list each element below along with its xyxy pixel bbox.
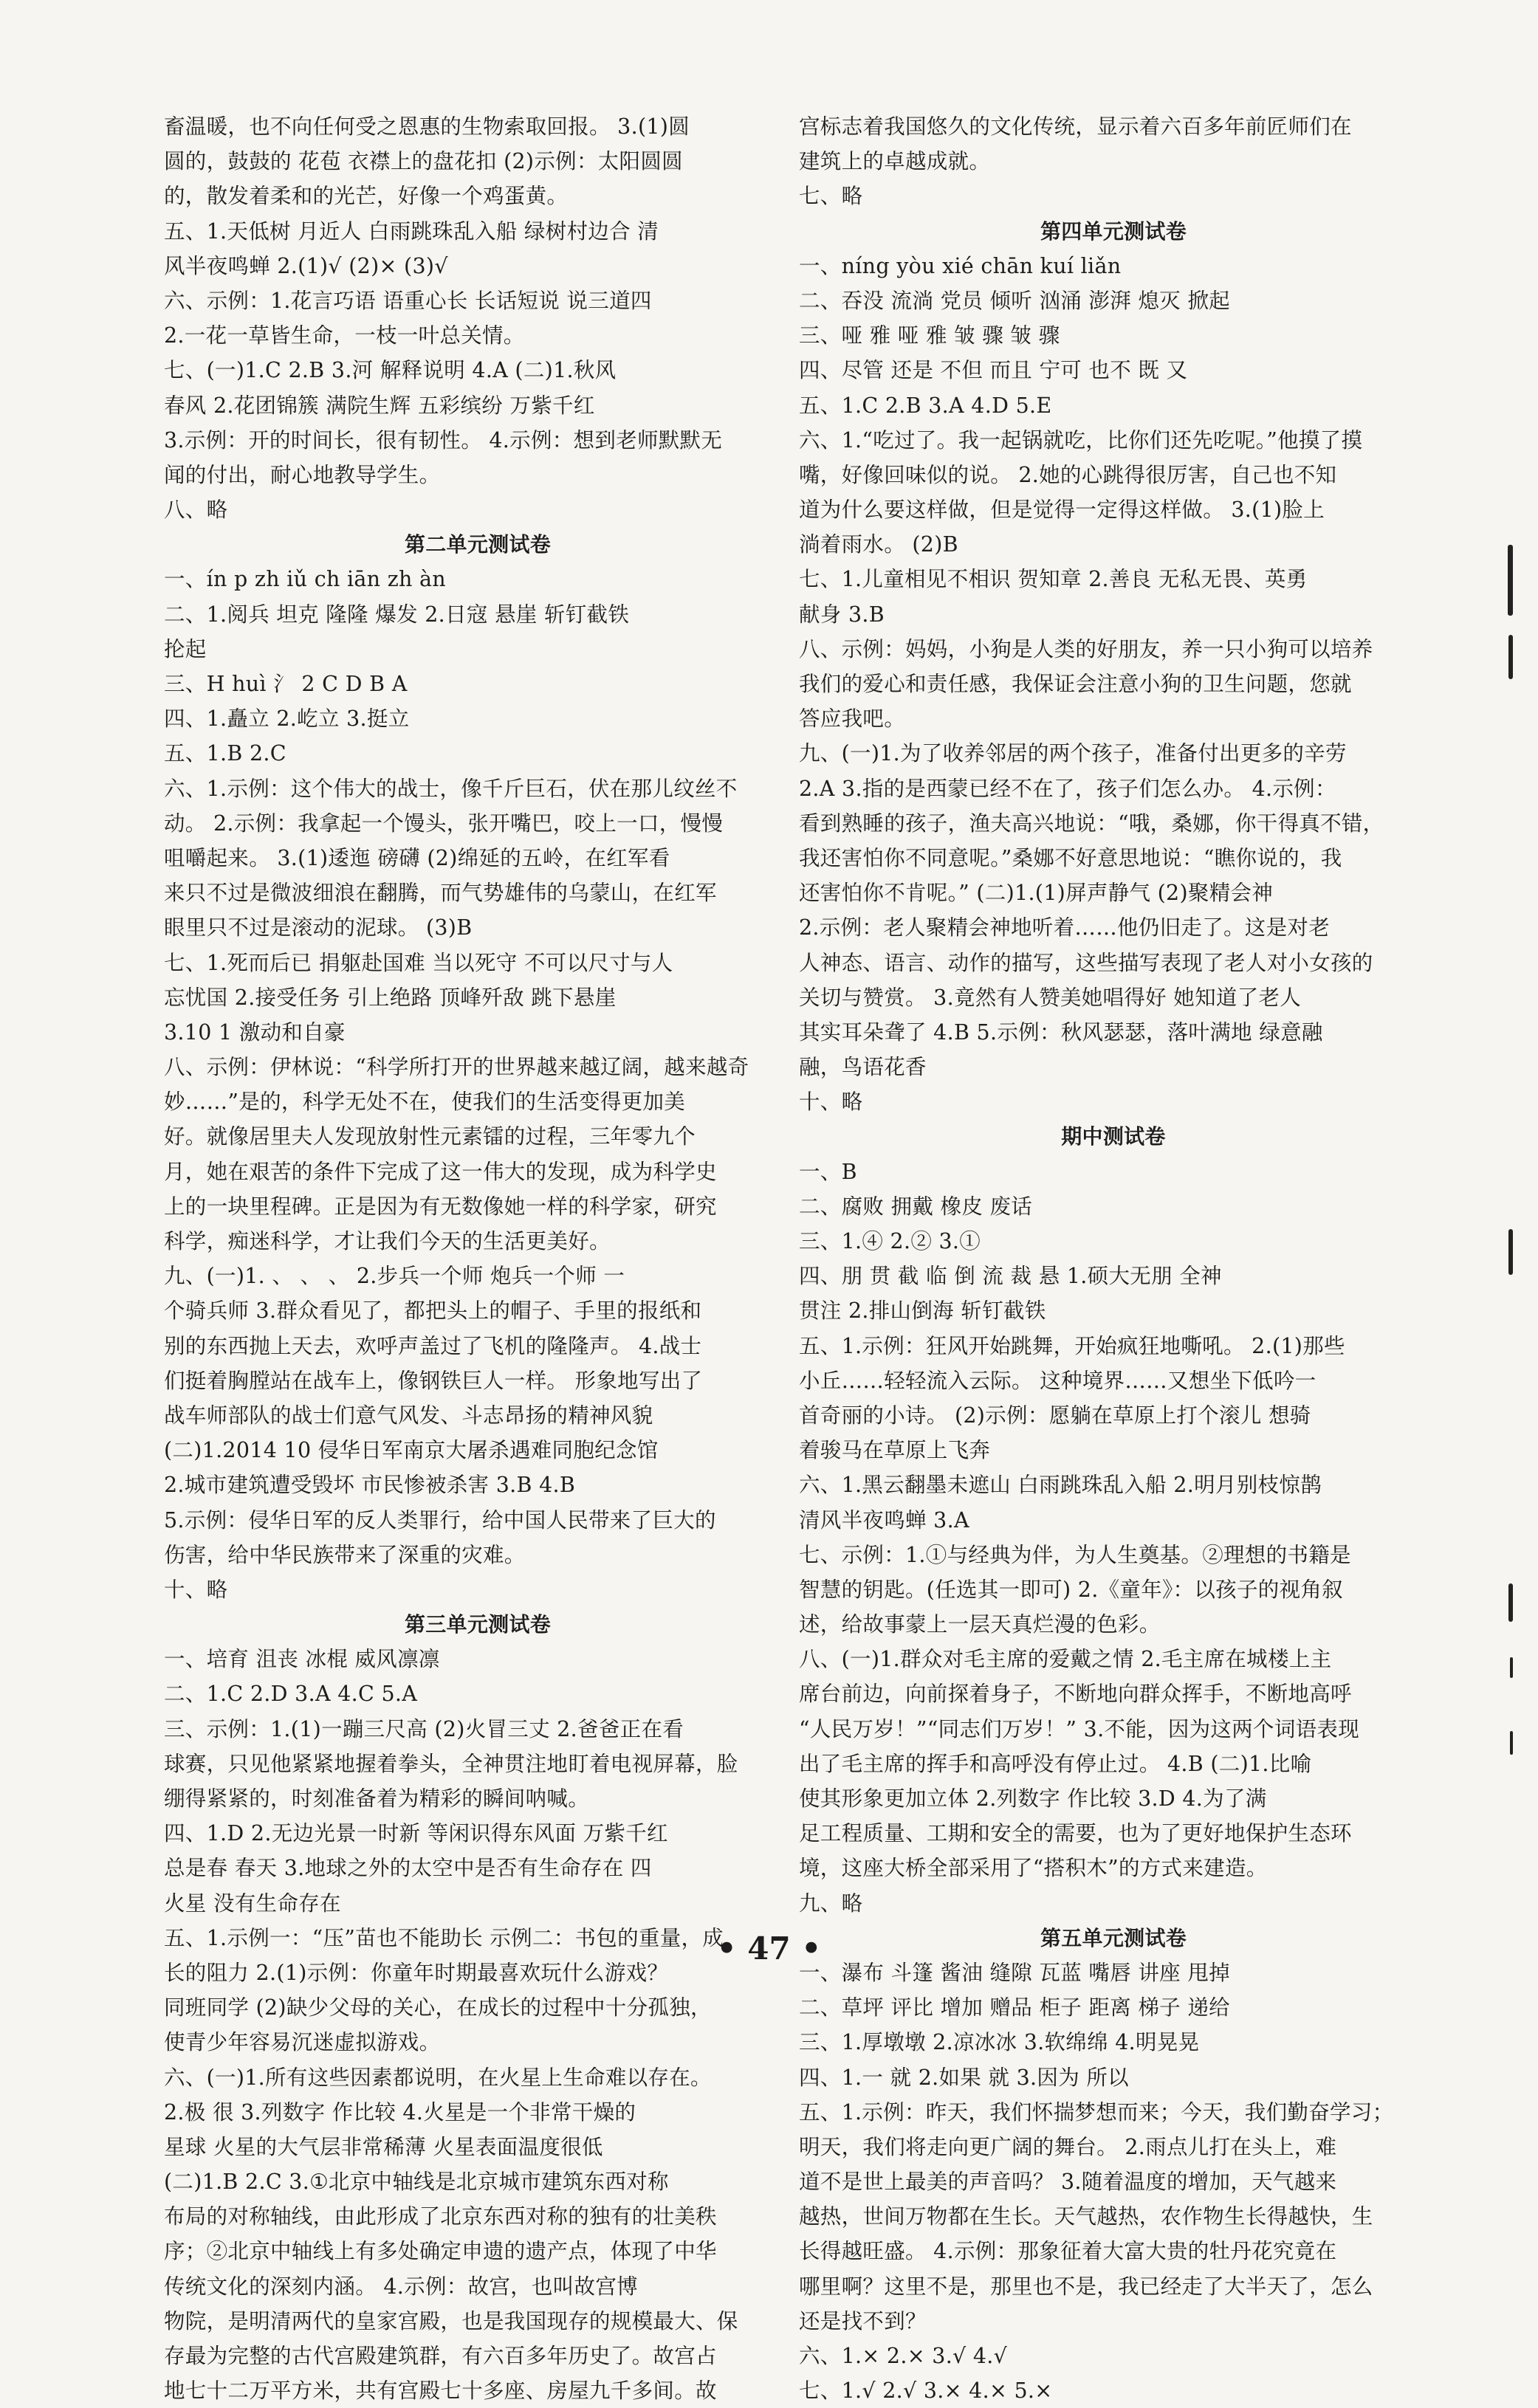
answer-line: 球赛，只见他紧紧地握着拳头，全神贯注地盯着电视屏幕，脸 [164,1751,738,1776]
answer-line: 智慧的钥匙。(任选其一即可) 2.《童年》：以孩子的视角叙 [799,1577,1343,1602]
answer-line: 畜温暖，也不向任何受之恩惠的生物索取回报。 3.(1)圆 [164,114,690,139]
answer-line: 闻的付出，耐心地教导学生。 [164,462,441,487]
answer-line: “人民万岁！”“同志们万岁！” 3.不能，因为这两个词语表现 [799,1716,1360,1741]
answer-line: 来只不过是微波细浪在翻腾，而气势雄伟的乌蒙山，在红军 [164,881,717,906]
answer-line: 八、示例：妈妈，小狗是人类的好朋友，养一只小狗可以培养 [799,636,1373,661]
answer-line: 五、1.B 2.C [164,741,286,766]
answer-line: 3.示例：开的时间长，很有韧性。 4.示例：想到老师默默无 [164,427,723,453]
answer-line: 淌着雨水。 (2)B [799,532,958,557]
answer-line: 九、(一)1.为了收养邻居的两个孩子，准备付出更多的辛劳 [799,741,1347,766]
answer-line: 战车师部队的战士们意气风发、斗志昂扬的精神风貌 [164,1403,653,1428]
answer-line: 使青少年容易沉迷虚拟游戏。 [164,2030,441,2055]
answer-line: 火星 没有生命存在 [164,1891,341,1916]
answer-line: 清风半夜鸣蝉 3.A [799,1507,969,1532]
answer-line: 七、1.√ 2.√ 3.× 4.× 5.× [799,2378,1053,2404]
answer-line: 二、草坪 评比 增加 赠品 柜子 距离 梯子 递给 [799,1995,1230,2020]
answer-line: 总是春 春天 3.地球之外的太空中是否有生命存在 四 [164,1856,652,1881]
answer-line: 风半夜鸣蝉 2.(1)√ (2)× (3)√ [164,253,448,278]
answer-line: 足工程质量、工期和安全的需要，也为了更好地保护生态环 [799,1821,1352,1846]
answer-line: 九、(一)1. 、 、 、 2.步兵一个师 炮兵一个师 一 [164,1264,625,1289]
answer-line: 十、略 [164,1577,228,1602]
answer-line: 八、(一)1.群众对毛主席的爱戴之情 2.毛主席在城楼上主 [799,1647,1332,1672]
answer-line: 月，她在艰苦的条件下完成了这一伟大的发现，成为科学史 [164,1159,717,1184]
answer-line: 七、示例：1.①与经典为伴，为人生奠基。②理想的书籍是 [799,1542,1351,1567]
answer-line: 存最为完整的古代宫殿建筑群，有六百多年历史了。故宫占 [164,2344,717,2368]
answer-line: 二、腐败 拥戴 橡皮 废话 [799,1194,1033,1219]
answer-line: 2.极 很 3.列数字 作比较 4.火星是一个非常干燥的 [164,2099,636,2125]
answer-line: 传统文化的深刻内涵。 4.示例：故宫，也叫故宫博 [164,2274,638,2299]
section-heading: 第四单元测试卷 [1040,219,1187,244]
answer-line: 融，鸟语花香 [799,1055,927,1080]
answer-line: 七、(一)1.C 2.B 3.河 解释说明 4.A (二)1.秋风 [164,358,617,383]
scan-mark [1510,1657,1513,1678]
answer-line: 七、略 [799,184,863,209]
section-heading: 第二单元测试卷 [404,532,552,557]
scan-mark [1508,1229,1513,1275]
answer-line: 五、1.示例一：“压”苗也不能助长 示例二：书包的重量，成 [164,1925,724,1950]
answer-line: 一、níng yòu xié chān kuí liǎn [799,253,1122,278]
answer-line: 小丘……轻轻流入云际。 这种境界……又想坐下低吟一 [799,1368,1316,1393]
answer-line: 宫标志着我国悠久的文化传统，显示着六百多年前匠师们在 [799,114,1352,139]
answer-line: 科学，痴迷科学，才让我们今天的生活更美好。 [164,1229,611,1253]
answer-line: 2.一花一草皆生命，一枝一叶总关情。 [164,323,525,348]
answer-line: 好。就像居里夫人发现放射性元素镭的过程，三年零九个 [164,1124,696,1149]
answer-line: 六、示例：1.花言巧语 语重心长 长话短说 说三道四 [164,288,652,313]
answer-line: 明天，我们将走向更广阔的舞台。 2.雨点儿打在头上，难 [799,2134,1337,2159]
answer-line: 答应我吧。 [799,706,906,732]
answer-line: 越热，世间万物都在生长。天气越热，农作物生长得越快，生 [799,2204,1373,2229]
answer-line: 四、1.一 就 2.如果 就 3.因为 所以 [799,2065,1129,2090]
answer-line: 哪里啊？这里不是，那里也不是，我已经走了大半天了，怎么 [799,2274,1373,2299]
answer-line: 个骑兵师 3.群众看见了，都把头上的帽子、手里的报纸和 [164,1298,702,1324]
answer-line: 动。 2.示例：我拿起一个馒头，张开嘴巴，咬上一口，慢慢 [164,811,724,836]
answer-line: 献身 3.B [799,602,885,627]
page-number: • 47 • [716,1930,822,1967]
answer-line: 建筑上的卓越成就。 [799,149,991,174]
answer-line: 首奇丽的小诗。 (2)示例：愿躺在草原上打个滚儿 想骑 [799,1403,1311,1428]
answer-line: 三、哑 雅 哑 雅 皱 骤 皱 骤 [799,323,1060,348]
answer-line: 2.城市建筑遭受毁坏 市民惨被杀害 3.B 4.B [164,1473,576,1498]
answer-line: 贯注 2.排山倒海 斩钉截铁 [799,1298,1046,1324]
right-column [799,109,1428,2408]
answer-line: 3.10 1 激动和自豪 [164,1019,346,1045]
answer-line: (二)1.B 2.C 3.①北京中轴线是北京城市建筑东西对称 [164,2170,669,2195]
answer-line: 忘忧国 2.接受任务 引上绝路 顶峰歼敌 跳下悬崖 [164,985,617,1010]
answer-line: 伤害，给中华民族带来了深重的灾难。 [164,1542,526,1567]
answer-line: 一、B [799,1159,857,1184]
answer-line: 道为什么要这样做，但是觉得一定得这样做。 3.(1)脸上 [799,498,1325,523]
answer-line: 二、1.阅兵 坦克 隆隆 爆发 2.日寇 悬崖 斩钉截铁 [164,602,630,627]
answer-line: 物院，是明清两代的皇家宫殿，也是我国现存的规模最大、保 [164,2308,738,2333]
answer-line: 四、尽管 还是 不但 而且 宁可 也不 既 又 [799,358,1188,383]
answer-line: 其实耳朵聋了 4.B 5.示例：秋风瑟瑟，落叶满地 绿意融 [799,1019,1323,1045]
answer-line: 三、1.厚墩墩 2.凉冰冰 3.软绵绵 4.明晃晃 [799,2030,1200,2055]
answer-line: 六、1.× 2.× 3.√ 4.√ [799,2344,1008,2368]
answer-line: 同班同学 (2)缺少父母的关心，在成长的过程中十分孤独， [164,1995,712,2020]
answer-line: 地七十二万平方米，共有宫殿七十多座、房屋九千多间。故 [164,2378,717,2404]
answer-line: 四、1.矗立 2.屹立 3.挺立 [164,706,410,732]
answer-line: 六、1.示例：这个伟大的战士，像千斤巨石，伏在那儿纹丝不 [164,776,738,801]
answer-line: 圆的，鼓鼓的 花苞 衣襟上的盘花扣 (2)示例：太阳圆圆 [164,149,683,174]
answer-line: 还是找不到？ [799,2308,927,2333]
answer-line: 五、1.示例：昨天，我们怀揣梦想而来；今天，我们勤奋学习； [799,2099,1394,2125]
answer-line: 星球 火星的大气层非常稀薄 火星表面温度很低 [164,2134,603,2159]
answer-line: 着骏马在草原上飞奔 [799,1438,991,1463]
answer-line: 看到熟睡的孩子，渔夫高兴地说：“哦，桑娜，你干得真不错， [799,811,1384,836]
section-heading: 第五单元测试卷 [1040,1925,1187,1950]
scan-mark [1508,1583,1513,1622]
answer-line: 八、示例：伊林说：“科学所打开的世界越来越辽阔，越来越奇 [164,1055,749,1080]
answer-line: 春风 2.花团锦簇 满院生辉 五彩缤纷 万紫千红 [164,393,595,418]
answer-line: 嘴，好像回味似的说。 2.她的心跳得很厉害，自己也不知 [799,462,1337,487]
answer-line: 六、(一)1.所有这些因素都说明，在火星上生命难以存在。 [164,2065,712,2090]
answer-line: 还害怕你不肯呢。” (二)1.(1)屏声静气 (2)聚精会神 [799,881,1274,906]
answer-line: 绷得紧紧的，时刻准备着为精彩的瞬间呐喊。 [164,1786,590,1811]
answer-line: 5.示例：侵华日军的反人类罪行，给中国人民带来了巨大的 [164,1507,716,1532]
answer-line: 使其形象更加立体 2.列数字 作比较 3.D 4.为了满 [799,1786,1267,1811]
answer-line: 别的东西抛上天去，欢呼声盖过了飞机的隆隆声。 4.战士 [164,1333,702,1358]
answer-line: 五、1.天低树 月近人 白雨跳珠乱入船 绿树村边合 清 [164,219,659,244]
answer-line: 三、H huì 氵 2 C D B A [164,672,408,696]
answer-line: 席台前边，向前探着身子，不断地向群众挥手，不断地高呼 [799,1682,1352,1707]
answer-line: 人神态、语言、动作的描写，这些描写表现了老人对小女孩的 [799,950,1373,975]
answer-line: 五、1.示例：狂风开始跳舞，开始疯狂地嘶吼。 2.(1)那些 [799,1333,1345,1358]
answer-line: 六、1.黑云翻墨未遮山 白雨跳珠乱入船 2.明月别枝惊鹊 [799,1473,1322,1498]
section-heading: 第三单元测试卷 [404,1612,552,1637]
answer-line: 序；②北京中轴线上有多处确定申遗的遗产点，体现了中华 [164,2239,717,2264]
answer-line: 2.A 3.指的是西蒙已经不在了，孩子们怎么办。 4.示例： [799,776,1336,801]
answer-line: (二)1.2014 10 侵华日军南京大屠杀遇难同胞纪念馆 [164,1438,659,1463]
answer-line: 七、1.儿童相见不相识 贺知章 2.善良 无私无畏、英勇 [799,567,1308,592]
scan-mark [1508,635,1513,679]
answer-line: 九、略 [799,1891,863,1916]
answer-line: 境，这座大桥全部采用了“搭积木”的方式来建造。 [799,1856,1268,1881]
answer-line: 述，给故事蒙上一层天真烂漫的色彩。 [799,1612,1161,1637]
answer-line: 二、吞没 流淌 党员 倾听 汹涌 澎湃 熄灭 掀起 [799,288,1230,313]
answer-line: 一、ín p zh iǔ ch iān zh àn [164,567,446,592]
answer-line: 道不是世上最美的声音吗？ 3.随着温度的增加，天气越来 [799,2170,1337,2195]
answer-line: 五、1.C 2.B 3.A 4.D 5.E [799,393,1052,418]
answer-line: 眼里只不过是滚动的泥球。 (3)B [164,915,473,940]
answer-line: 八、略 [164,498,228,523]
answer-line: 2.示例：老人聚精会神地听着……他仍旧走了。这是对老 [799,915,1330,940]
answer-line: 七、1.死而后已 捐躯赴国难 当以死守 不可以尺寸与人 [164,950,673,975]
answer-line: 三、1.④ 2.② 3.① [799,1229,981,1253]
answer-line: 抡起 [164,636,207,661]
answer-line: 咀嚼起来。 3.(1)逶迤 磅礴 (2)绵延的五岭，在红军看 [164,845,670,870]
answer-line: 我们的爱心和责任感，我保证会注意小狗的卫生问题，您就 [799,672,1352,696]
answer-line: 们挺着胸膛站在战车上，像钢铁巨人一样。 形象地写出了 [164,1368,703,1393]
answer-line: 一、瀑布 斗篷 酱油 缝隙 瓦蓝 嘴唇 讲座 甩掉 [799,1960,1230,1985]
answer-line: 上的一块里程碑。正是因为有无数像她一样的科学家，研究 [164,1194,717,1219]
answer-line: 六、1.“吃过了。我一起锅就吃，比你们还先吃呢。”他摸了摸 [799,427,1363,453]
scan-mark [1510,1731,1513,1755]
answer-line: 一、培育 沮丧 冰棍 威风凛凛 [164,1647,440,1672]
answer-line: 长得越旺盛。 4.示例：那象征着大富大贵的牡丹花究竟在 [799,2239,1337,2264]
answer-line: 妙……”是的，科学无处不在，使我们的生活变得更加美 [164,1090,686,1115]
answer-line: 四、1.D 2.无边光景一时新 等闲识得东风面 万紫千红 [164,1821,668,1846]
answer-line: 的，散发着柔和的光芒，好像一个鸡蛋黄。 [164,184,569,209]
scan-mark [1508,545,1513,616]
answer-line: 二、1.C 2.D 3.A 4.C 5.A [164,1682,418,1707]
answer-line: 四、朋 贯 截 临 倒 流 裁 悬 1.硕大无朋 全神 [799,1264,1222,1289]
answer-line: 我还害怕你不同意呢。”桑娜不好意思地说：“瞧你说的，我 [799,845,1342,870]
section-heading: 期中测试卷 [1061,1124,1166,1149]
answer-line: 十、略 [799,1090,863,1115]
answer-line: 关切与赞赏。 3.竟然有人赞美她唱得好 她知道了老人 [799,985,1302,1010]
left-column [164,109,792,2408]
answer-line: 布局的对称轴线，由此形成了北京东西对称的独有的壮美秩 [164,2204,717,2229]
answer-line: 三、示例：1.(1)一蹦三尺高 (2)火冒三丈 2.爸爸正在看 [164,1716,684,1741]
answer-line: 出了毛主席的挥手和高呼没有停止过。 4.B (二)1.比喻 [799,1751,1312,1776]
answer-line: 长的阻力 2.(1)示例：你童年时期最喜欢玩什么游戏？ [164,1960,669,1985]
